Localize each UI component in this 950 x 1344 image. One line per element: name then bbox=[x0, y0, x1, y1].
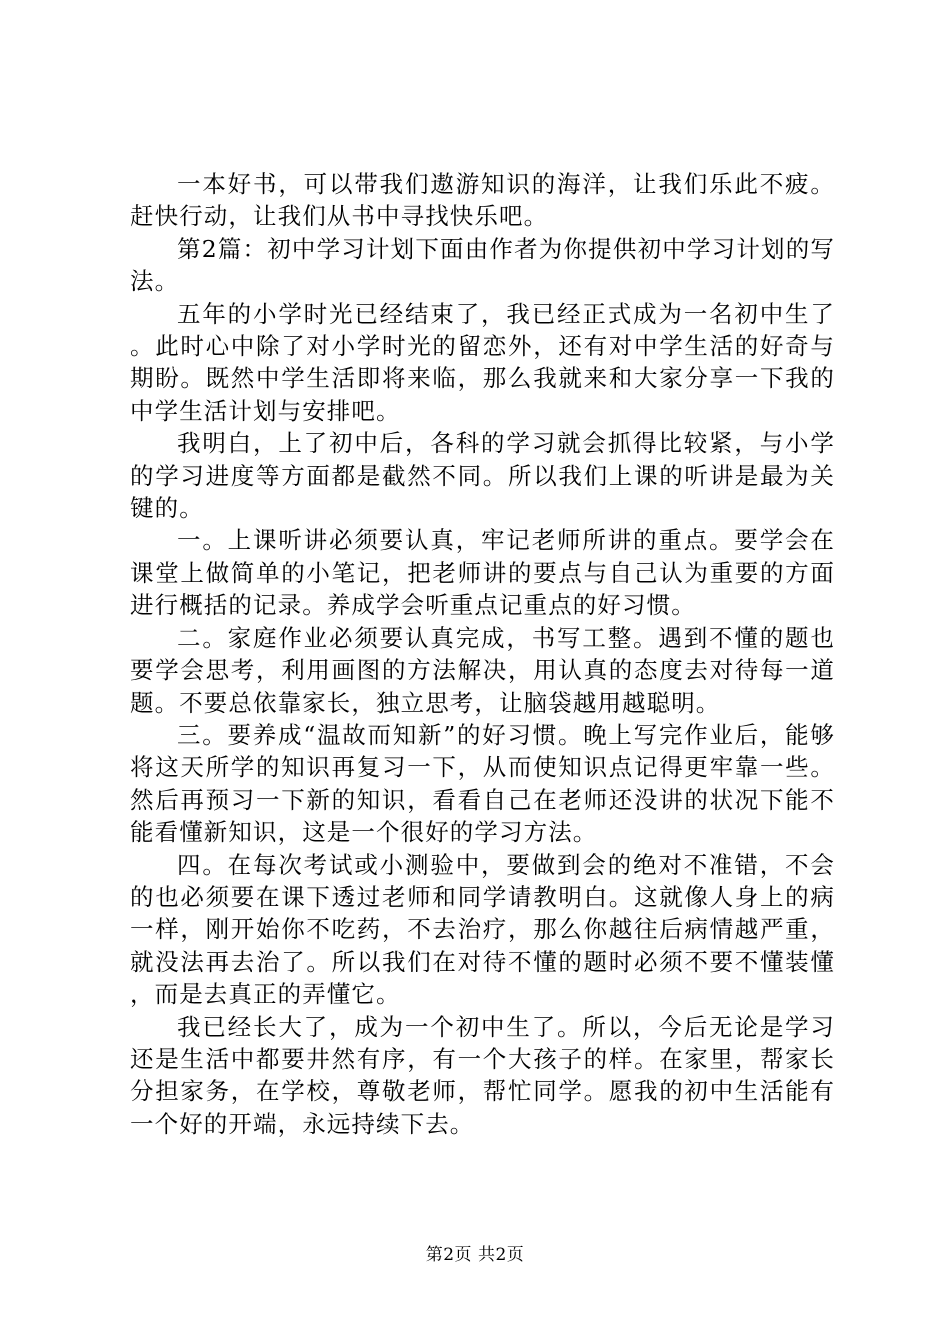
document-body bbox=[130, 168, 835, 1140]
page-number-footer: 第2页 共2页 bbox=[425, 1245, 525, 1265]
paragraph: 一本好书，可以带我们遨游知识的海洋，让我们乐此不疲。赶快行动，让我们从书中寻找快乐吧。 bbox=[130, 170, 835, 231]
paragraph: 我明白，上了初中后，各科的学习就会抓得比较紧，与小学的学习进度等方面都是截然不同。所以我们上课的听讲是最为关键的。 bbox=[130, 429, 835, 523]
paragraph: 我已经长大了，成为一个初中生了。所以，今后无论是学习还是生活中都要井然有序，有一个大孩子的样。在家里，帮家长分担家务，在学校，尊敬老师，帮忙同学。愿我的初中生活能有一个好的开端，永远持续下去。 bbox=[130, 1012, 835, 1138]
paragraph: 三。要养成“温故而知新”的好习惯。晚上写完作业后，能够将这天所学的知识再复习一下，从而使知识点记得更牢靠一些。然后再预习一下新的知识，看看自己在老师还没讲的状况下能不能看懂新知识，这是一个很好的学习方法。 bbox=[130, 720, 835, 847]
paragraph: 四。在每次考试或小测验中，要做到会的绝对不准错，不会的也必须要在课下透过老师和同学请教明白。这就像人身上的病一样，刚开始你不吃药，不去治疗，那么你越往后病情越严重，就没法再去治了。所以我们在对待不懂的题时必须不要不懂装懂，而是去真正的弄懂它。 bbox=[130, 850, 835, 1009]
paragraph: 二。家庭作业必须要认真完成，书写工整。遇到不懂的题也要学会思考，利用画图的方法解决，用认真的态度去对待每一道题。不要总依靠家长，独立思考，让脑袋越用越聪明。 bbox=[130, 623, 835, 717]
paragraph: 第2篇：初中学习计划下面由作者为你提供初中学习计划的写法。 bbox=[130, 234, 835, 296]
paragraph: 五年的小学时光已经结束了，我已经正式成为一名初中生了。此时心中除了对小学时光的留恋外，还有对中学生活的好奇与期盼。既然中学生活即将来临，那么我就来和大家分享一下我的中学生活计划与安排吧。 bbox=[130, 299, 835, 425]
paragraph: 一。上课听讲必须要认真，牢记老师所讲的重点。要学会在课堂上做简单的小笔记，把老师讲的要点与自己认为重要的方面进行概括的记录。养成学会听重点记重点的好习惯。 bbox=[130, 526, 835, 620]
